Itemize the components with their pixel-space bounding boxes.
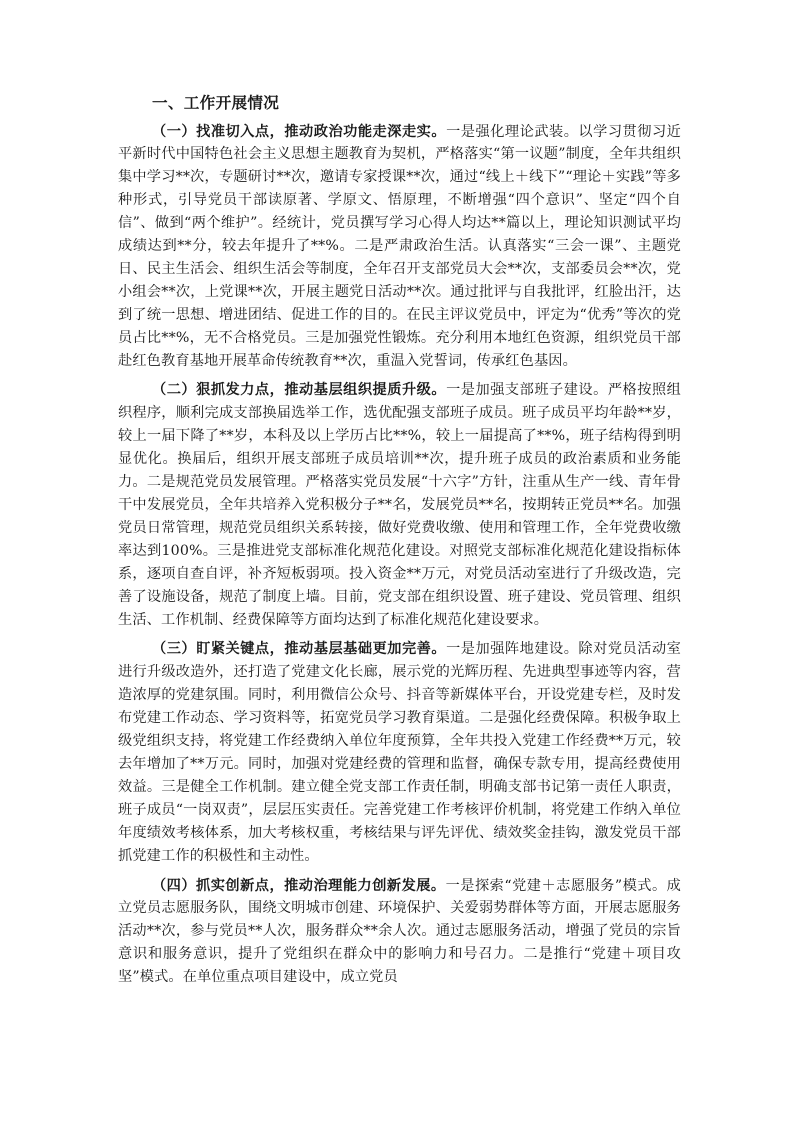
paragraph-1-body: 一是强化理论武装。以学习贯彻习近平新时代中国特色社会主义思想主题教育为契机，严格落实“第一议题”制度，全年共组织集中学习**次，专题研讨**次，邀请专家授课**次，通过“线上＋线下”“理论＋实践”等多种形式，引导党员干部读原著、学原文、悟原理，不断增强“四个意识”、坚定“四个自信”、做到“两个维护”。经统计，党员撰写学习心得人均达**篇以上，理论知识测试平均成绩达到**分，较去年提升了**%。二是严肃政治生活。认真落实“三会一课”、主题党日、民主生活会、组织生活会等制度，全年召开支部党员大会**次，支部委员会**次，党小组会**次，上党课**次，开展主题党日活动**次。通过批评与自我批评，红脸出汗，达到了统一思想、增进团结、促进工作的目的。在民主评议党员中，评定为“优秀”等次的党员占比**%，无不合格党员。三是加强党性锻炼。充分利用本地红色资源，组织党员干部赴红色教育基地开展革命传统教育**次，重温入党誓词，传承红色基因。 — [118, 123, 681, 369]
document-page — [118, 92, 681, 996]
paragraph-3 — [118, 638, 681, 867]
paragraph-2-lead: （二）狠抓发力点，推动基层组织提质升级。 — [152, 382, 447, 399]
paragraph-1 — [118, 121, 681, 373]
paragraph-4 — [118, 875, 681, 990]
paragraph-2 — [118, 379, 681, 631]
paragraph-4-lead: （四）抓实创新点，推动治理能力创新发展。 — [152, 877, 446, 894]
paragraph-1-lead: （一）找准切入点，推动政治功能走深走实。 — [152, 123, 447, 140]
section-heading: 一、工作开展情况 — [152, 94, 280, 112]
paragraph-3-body: 一是加强阵地建设。除对党员活动室进行升级改造外，还打造了党建文化长廊，展示党的光辉历程、先进典型事迹等内容，营造浓厚的党建氛围。同时，利用微信公众号、抖音等新媒体平台，开设党建专栏，及时发布党建工作动态、学习资料等，拓宽党员学习教育渠道。二是强化经费保障。积极争取上级党组织支持，将党建工作经费纳入单位年度预算，全年共投入党建工作经费**万元，较去年增加了**万元。同时，加强对党建经费的管理和监督，确保专款专用，提高经费使用效益。三是健全工作机制。建立健全党支部工作责任制，明确支部书记第一责任人职责，班子成员“一岗双责”，层层压实责任。完善党建工作考核评价机制，将党建工作纳入单位年度绩效考核体系，加大考核权重，考核结果与评先评优、绩效奖金挂钩，激发党员干部抓党建工作的积极性和主动性。 — [118, 641, 681, 864]
paragraph-3-lead: （三）盯紧关键点，推动基层基础更加完善。 — [152, 641, 447, 658]
paragraph-4-body: 一是探索“党建＋志愿服务”模式。成立党员志愿服务队，围绕文明城市创建、环境保护、关爱弱势群体等方面，开展志愿服务活动**次，参与党员**人次，服务群众**余人次。通过志愿服务活动，增强了党员的宗旨意识和服务意识，提升了党组织在群众中的影响力和号召力。二是推行“党建＋项目攻坚”模式。在单位重点项目建设中，成立党员 — [118, 877, 681, 986]
paragraph-2-body: 一是加强支部班子建设。严格按照组织程序，顺利完成支部换届选举工作，选优配强支部班子成员。班子成员平均年龄**岁，较上一届下降了**岁，本科及以上学历占比**%，较上一届提高了**%，班子结构得到明显优化。换届后，组织开展支部班子成员培训**次，提升班子成员的政治素质和业务能力。二是规范党员发展管理。严格落实党员发展“十六字”方针，注重从生产一线、青年骨干中发展党员，全年共培养入党积极分子**名，发展党员**名，按期转正党员**名。加强党员日常管理，规范党员组织关系转接，做好党费收缴、使用和管理工作，全年党费收缴率达到100%。三是推进党支部标准化规范化建设。对照党支部标准化规范化建设指标体系，逐项自查自评，补齐短板弱项。投入资金**万元，对党员活动室进行了升级改造，完善了设施设备，规范了制度上墙。目前，党支部在组织设置、班子建设、党员管理、组织生活、工作机制、经费保障等方面均达到了标准化规范化建设要求。 — [118, 382, 681, 628]
